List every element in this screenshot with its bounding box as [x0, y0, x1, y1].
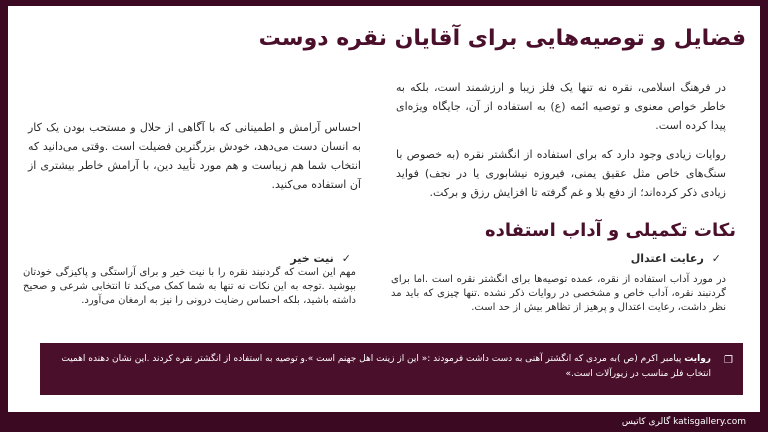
tip-title-moderation [631, 252, 721, 265]
tip-title-intention [290, 252, 351, 265]
section-subtitle: نکات تکمیلی و آداب استفاده [485, 220, 736, 241]
narration-banner [40, 343, 743, 395]
footer-bar [8, 412, 760, 432]
peace-paragraph: احساس آرامش و اطمینانی که با آگاهی از حلال و مستحب بودن یک کار به انسان دست می‌دهد، خودش بزرگترین فضیلت است .وقتی می‌دانید که انتخاب شما هم زیباست و هم مورد تأیید دین، با آرامش خاطر بیشتری از آن استفاده می‌کنید. [28, 121, 361, 191]
left-frame-bar [0, 0, 8, 432]
tip-text-intention: مهم این است که گردنبند نقره را با نیت خیر و برای آراستگی و پاکیزگی خودتان بپوشید .توجه به این نکات نه تنها به شما کمک می‌کند تا انتخابی شرعی و صحیح داشته باشید، بلکه احساس رضایت درونی را نیز به ارمغان می‌آورد. [23, 267, 356, 306]
banner-body: پیامبر اکرم (ص )به مردی که انگشتر آهنی به دست داشت فرمودند :« این از زینت اهل جهنم است ».و توصیه به استفاده از انگشتر نقره کردند .این نشان دهنده اهمیت انتخاب فلز مناسب در زیورآلات است.» [61, 354, 711, 379]
check-icon: ✓ [711, 252, 721, 265]
banner-label: روایت [684, 354, 711, 364]
intro-paragraph: در فرهنگ اسلامی، نقره نه تنها یک فلز زیبا و ارزشمند است، بلکه به خاطر خواص معنوی و توصیه ائمه (ع) به استفاده از آن، جایگاه ویژه‌ای پیدا کرده است. [396, 81, 726, 132]
quote-icon: ❐ [724, 355, 733, 366]
banner-text [54, 352, 711, 382]
check-icon: ✓ [341, 252, 351, 265]
page-title: فضایل و توصیه‌هایی برای آقایان نقره دوست [258, 26, 746, 51]
tip-title-label: رعایت اعتدال [630, 252, 704, 265]
tip-title-label: نیت خیر [290, 252, 334, 265]
narrations-paragraph: روایات زیادی وجود دارد که برای استفاده از انگشتر نقره (به خصوص با سنگ‌های خاص مثل عقیق یمنی، فیروزه نیشابوری یا در نجف) فواید زیادی ذکر کرده‌اند؛ از دفع بلا و غم گرفته تا افزایش رزق و برکت. [396, 148, 726, 199]
top-frame-bar [0, 0, 768, 6]
right-frame-bar [760, 0, 768, 432]
footer-brand: گالری کاتیس katisgallery.com [621, 417, 746, 427]
tip-text-moderation: در مورد آداب استفاده از نقره، عمده توصیه‌ها برای انگشتر نقره است .اما برای گردنبند نقره، آداب خاص و مشخصی در روایات ذکر نشده .تنها چیزی که باید مد نظر داشت، رعایت اعتدال و پرهیز از تظاهر بیش از حد است. [391, 274, 726, 313]
